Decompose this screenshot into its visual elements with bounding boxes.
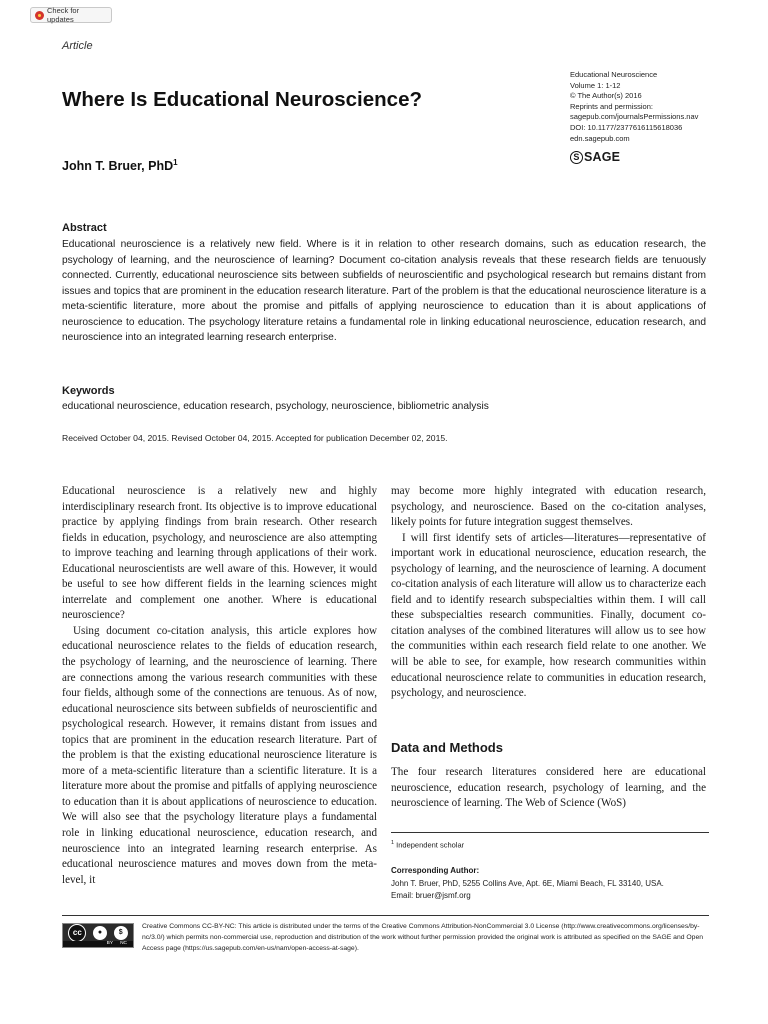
cc-by-label: BY <box>106 941 114 946</box>
check-for-updates-label: Check for updates <box>47 6 80 24</box>
crossmark-icon <box>35 11 44 20</box>
footnote-text: Independent scholar <box>396 840 465 850</box>
creative-commons-badge[interactable] <box>62 923 134 948</box>
noncommercial-icon: $ <box>114 926 128 940</box>
author-affiliation-mark: 1 <box>173 158 178 167</box>
journal-permissions-link[interactable]: sagepub.com/journalsPermissions.nav <box>570 112 699 122</box>
journal-copyright: © The Author(s) 2016 <box>570 91 642 101</box>
body-paragraph: Educational neuroscience is a relatively new and highly interdisciplinary research front. Its objective is to improve educational practice by applying findings from brain research. Other research fields in education, psychology, and neuroscience are also attempting to improve teaching and learning through applications of their work. Educational neuroscientists are well aware of this. However, it would be useful to see how different fields in the learning sciences might interrelate and complement one another. Where is educational neuroscience? <box>62 485 377 622</box>
keywords-heading: Keywords <box>62 385 115 397</box>
journal-site-link[interactable]: edn.sagepub.com <box>570 133 630 143</box>
cc-icon: cc <box>68 924 86 942</box>
license-divider <box>62 915 709 916</box>
license-text: Creative Commons CC-BY-NC: This article is distributed under the terms of the Creative Commons Attribution-NonCommercial 3.0 License (http://www.creativecommons.org/licenses/by-nc/3.0/) which permits non-commercial use, reproduction and distribution of the work without further permission provided the original work is attributed as specified on the SAGE and Open Access page (https://us.sagepub.com/en-us/nam/open-access-at-sage). <box>142 923 704 952</box>
footnote-mark: 1 <box>391 840 395 846</box>
corresponding-email[interactable]: Email: bruer@jsmf.org <box>391 890 471 900</box>
article-type-label: Article <box>62 40 93 52</box>
author-line <box>62 159 178 173</box>
footnote-divider <box>391 832 709 833</box>
section-heading-data-and-methods: Data and Methods <box>391 740 503 755</box>
journal-name: Educational Neuroscience <box>570 70 658 79</box>
journal-meta <box>570 70 698 144</box>
corresponding-address: John T. Bruer, PhD, 5255 Collins Ave, Apt. 6E, Miami Beach, FL 33140, USA. <box>391 879 664 888</box>
sage-mark-icon: S <box>570 151 583 164</box>
body-paragraph: Using document co-citation analysis, this article explores how educational neuroscience relates to the fields of education research, the psychology of learning, and the neuroscience of learning. There are connections among the various research communities with these four fields, although some of the connections are tenuous. As of now, educational neuroscience sits between subfields of neuroscientific and psychological research. However, it remains distant from issues and topics that are prominent in the education research literature. Part of the problem is that the existing educational neuroscience literature is more of a meta-scientific literature than a scientific literature. It is a literature more about the promise and pitfalls of applying neuroscience to education than it is about applications of neuroscience to education. We will also see that the psychology literature plays a fundamental role in linking educational neuroscience, education research, and neuroscience into an integrated learning research enterprise. As educational neuroscience matures and moves down from the meta-level, it <box>62 624 377 886</box>
body-column-right-continued <box>391 765 706 812</box>
sage-logo <box>570 150 620 164</box>
check-for-updates-button[interactable] <box>30 7 112 23</box>
affiliation-footnote <box>391 840 464 850</box>
attribution-icon: ● <box>93 926 107 940</box>
author-name: John T. Bruer, PhD <box>62 159 174 173</box>
sage-logo-text: SAGE <box>584 150 621 164</box>
abstract-heading: Abstract <box>62 222 107 234</box>
abstract-text: Educational neuroscience is a relatively new field. Where is it in relation to other research domains, such as education research, the psychology of learning, and the neuroscience of learning? Document co-citation analysis reveals that these research fields are tenuously connected. Currently, educational neuroscience sits between subfields of neuroscientific and psychological research but remains distant from issues and topics that are prominent in the education research literature. Part of the problem is that the educational neuroscience literature is a meta-scientific literature, more about the promise and pitfalls of applying neuroscience to education than it is about applications of neuroscience to education. The psychology literature retains a fundamental role in linking educational neuroscience, education research, and neuroscience into an integrated learning research enterprise. <box>62 239 706 343</box>
body-paragraph: The four research literatures considered here are educational neuroscience, education research, psychology of learning, and the neuroscience of learning. The Web of Science (WoS) <box>391 766 706 810</box>
corresponding-author-details <box>391 878 664 902</box>
body-paragraph: may become more highly integrated with education research, psychology, and neuroscience. Based on the co-citation analyses, likely points for future integration suggest themselves. <box>391 485 706 529</box>
keywords-text: educational neuroscience, education research, psychology, neuroscience, bibliometric analysis <box>62 401 489 412</box>
journal-volume: Volume 1: 1-12 <box>570 80 621 90</box>
article-title: Where Is Educational Neuroscience? <box>62 88 422 111</box>
body-paragraph: I will first identify sets of articles—literatures—representative of important work in educational neuroscience, education research, the psychology of learning, and the neuroscience of learning. A document co-citation analysis of each literature will allow us to characterize each field and to identify research subspecialties within them. I will call these subspecialties research communities. Finally, document co-citation analyses of the combined literatures will allow us to see how the communities within each research field relate to one another. We will be able to see, for example, how research communities within educational neuroscience relate to communities in education research, psychology, and neuroscience. <box>391 531 706 700</box>
received-dates: Received October 04, 2015. Revised October 04, 2015. Accepted for publication December 02, 2015. <box>62 433 448 443</box>
journal-doi[interactable]: DOI: 10.1177/2377616115618036 <box>570 122 683 132</box>
body-column-left <box>62 484 377 888</box>
cc-nc-label: NC <box>120 941 127 946</box>
journal-reprints: Reprints and permission: <box>570 101 653 111</box>
body-column-right <box>391 484 706 702</box>
corresponding-author-heading: Corresponding Author: <box>391 866 480 875</box>
